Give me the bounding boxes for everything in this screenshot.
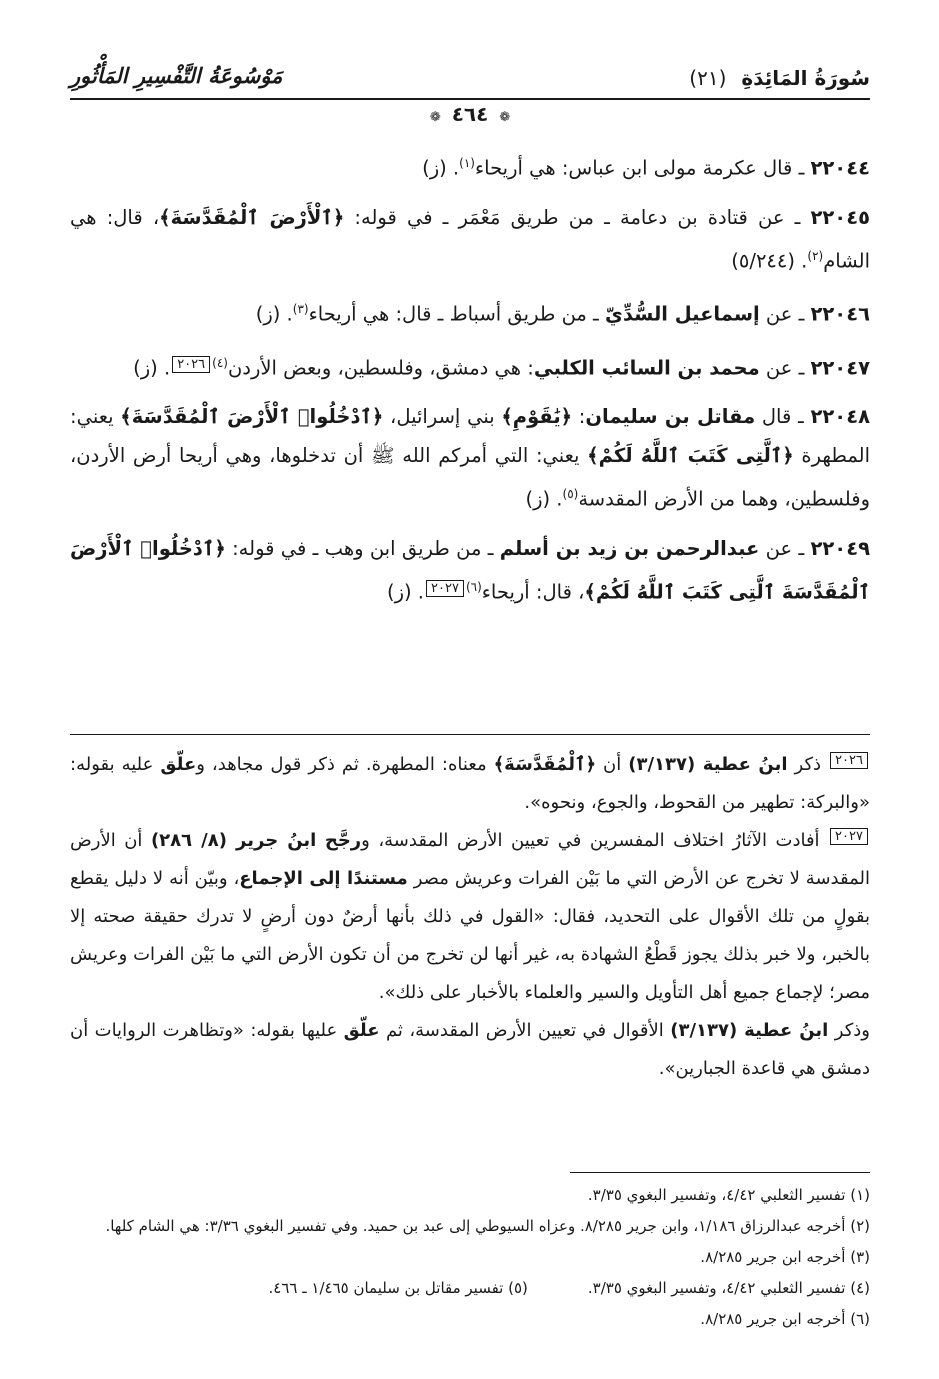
entry-number: ٢٢٠٤٤ bbox=[810, 156, 870, 180]
commentary-paragraph bbox=[70, 746, 870, 822]
footnote-ref[interactable]: (٥) bbox=[562, 487, 579, 501]
entry-text: ـ من طريق أسباط ـ قال: هي أريحاء bbox=[308, 302, 605, 326]
footnote: (٤) تفسير الثعلبي ٤/٤٢، وتفسير البغوي ٣/٣٥. bbox=[587, 1279, 870, 1297]
ornament-icon: ❁ bbox=[429, 110, 441, 125]
quran-quote: ﴿ٱدْخُلُوا۟ ٱلْأَرْضَ ٱلْمُقَدَّسَةَ ٱلَّتِى كَتَبَ ٱللَّهُ لَكُمْ﴾ bbox=[70, 536, 870, 603]
quran-quote: ﴿ٱدْخُلُوا۟ ٱلْأَرْضَ ٱلْمُقَدَّسَةَ﴾ bbox=[120, 405, 384, 428]
entry-text: ، قال: هي الشام bbox=[70, 205, 870, 272]
scholar-name: ابنُ جرير bbox=[236, 830, 317, 851]
entry-text: يعني: التي أمركم الله ﷺ أن تدخلوها، وهي أريحا أرض الأردن، وفلسطين، وهما من الأرض المقدسة bbox=[70, 444, 870, 511]
narrator-name: مقاتل بن سليمان bbox=[585, 405, 756, 428]
surah-title bbox=[689, 66, 870, 90]
entry-text: ـ من طريق ابن وهب ـ في قوله: bbox=[225, 536, 500, 560]
ornament-icon: ❁ bbox=[499, 110, 511, 125]
entry-number: ٢٢٠٤٦ bbox=[810, 302, 870, 326]
commentary-text: الأقوال في تعيين الأرض المقدسة، ثم bbox=[379, 1020, 671, 1041]
quran-quote: ﴿ٱلْأَرْضَ ٱلْمُقَدَّسَةَ﴾ bbox=[159, 205, 345, 229]
entry-text: . (ز) bbox=[255, 302, 293, 326]
commentary-text: أن bbox=[596, 754, 629, 775]
entry-text: ـ عن bbox=[759, 302, 811, 326]
entry-text: ـ عن قتادة بن دعامة ـ من طريق مَعْمَر ـ في قوله: bbox=[344, 205, 811, 229]
surah-number: (٢١) bbox=[689, 66, 727, 90]
quran-quote: ﴿ٱلَّتِى كَتَبَ ٱللَّهُ لَكُمْ﴾ bbox=[587, 444, 794, 467]
entry-text: ـ عن bbox=[759, 356, 811, 379]
entry-text: يعني: المطهرة bbox=[70, 405, 870, 467]
narration-entry bbox=[70, 529, 870, 612]
footnote: (١) تفسير الثعلبي ٤/٤٢، وتفسير البغوي ٣/٣٥. bbox=[587, 1186, 870, 1204]
commentary-text: ، وبيّن أنه لا دليل يقطع بقولٍ من تلك الأقوال على التحديد، فقال: «القول في ذلك بأنها أرضٌ دون أرضٍ لا تدرك حقيقة صحته إلا بالخبر، ولا خبر بذلك يجوز قَطْعُ الشهادة به، غير أنها لن تخرج من أن تكون الأرض التي ما بَيْن الفرات وعريش مصر؛ لإجماع جميع أهل التأويل والسير والعلماء بالأخبار على ذلك». bbox=[70, 868, 870, 1003]
footnote-ref[interactable]: (٣) bbox=[292, 302, 309, 316]
entry-number: ٢٢٠٤٧ bbox=[810, 356, 870, 379]
separator-rule bbox=[70, 734, 870, 735]
commentary-text: عليه بقوله: «والبركة: تطهير من القحوط، والجوع، ونحوه». bbox=[70, 754, 870, 813]
narrator-name: محمد بن السائب الكلبي bbox=[533, 356, 760, 379]
commentary-ref-box[interactable]: ٢٠٢٧ bbox=[426, 580, 464, 597]
narrator-name: إسماعيل السُّدِّيّ bbox=[604, 302, 760, 326]
keyword: علّق bbox=[160, 754, 197, 775]
commentary-text: عليها بقوله: «وتظاهرت الروايات أن دمشق هي قاعدة الجبارين». bbox=[70, 1020, 870, 1079]
narration-entry bbox=[70, 198, 870, 281]
entry-text: ـ قال عكرمة مولى ابن عباس: هي أريحاء bbox=[474, 156, 811, 180]
footnote-ref[interactable]: (١) bbox=[459, 156, 475, 170]
narration-entry bbox=[70, 290, 870, 334]
entry-text: . (ز) bbox=[386, 580, 424, 603]
narration-entry bbox=[70, 397, 870, 519]
footnotes bbox=[70, 1180, 870, 1335]
footnote: (٥) تفسير مقاتل بن سليمان ١/٤٦٥ ـ ٤٦٦. bbox=[268, 1279, 528, 1297]
entry-text: ـ عن bbox=[759, 536, 811, 560]
surah-name: سُورَةُ المَائِدَةِ bbox=[741, 66, 870, 90]
commentary-text: معناه: المطهرة. ثم ذكر قول مجاهد، و bbox=[196, 754, 494, 775]
entry-number: ٢٢٠٤٥ bbox=[810, 205, 870, 229]
commentary-text bbox=[316, 830, 325, 851]
entry-text: . (٥/٢٤٤) bbox=[731, 249, 808, 272]
page-number-value: ٤٦٤ bbox=[451, 102, 489, 126]
source-ref: (٨/ ٢٨٦) bbox=[150, 830, 237, 851]
entry-number: ٢٢٠٤٨ bbox=[810, 405, 870, 428]
book-title: مَوْسُوعَةُ التَّفْسِيرِ المَأْثُورِ bbox=[70, 64, 283, 88]
entry-text: ـ قال bbox=[755, 405, 811, 428]
commentary-section bbox=[70, 746, 870, 1088]
narration-entry bbox=[70, 344, 870, 388]
commentary-ref-box[interactable]: ٢٠٢٦ bbox=[172, 356, 210, 373]
source-ref: (٣/١٣٧) bbox=[628, 754, 703, 775]
entry-text: : هي دمشق، وفلسطين، وبعض الأردن bbox=[227, 356, 534, 379]
entry-text: بني إسرائيل، bbox=[383, 405, 502, 428]
keyword: علّق bbox=[343, 1020, 380, 1041]
footnote: (٢) أخرجه عبدالرزاق ١/١٨٦، وابن جرير ٨/٢٨٥. وعزاه السيوطي إلى عبد بن حميد. وفي تفسير البغوي ٣/٣٦: هي الشام كلها. bbox=[105, 1217, 870, 1235]
footnote-separator bbox=[570, 1172, 870, 1173]
footnote-ref[interactable]: (٦) bbox=[465, 579, 482, 594]
page-number bbox=[370, 102, 570, 126]
commentary-text: أفادت الآثارُ اختلاف المفسرين في تعيين الأرض المقدسة، و bbox=[361, 830, 829, 851]
scholar-name: ابنُ عطية bbox=[702, 754, 788, 775]
footnote: (٣) أخرجه ابن جرير ٨/٢٨٥. bbox=[700, 1248, 870, 1266]
footnote-row bbox=[70, 1273, 870, 1304]
footnote: (٦) أخرجه ابن جرير ٨/٢٨٥. bbox=[700, 1310, 870, 1328]
commentary-paragraph bbox=[70, 1012, 870, 1088]
entry-text: . (ز) bbox=[422, 156, 460, 180]
quran-quote: ﴿يَٰقَوْمِ﴾ bbox=[501, 405, 573, 428]
commentary-text: ذكر bbox=[787, 754, 829, 775]
commentary-paragraph bbox=[70, 822, 870, 1012]
commentary-text: وذكر bbox=[828, 1020, 870, 1041]
commentary-text: أن الأرض المقدسة لا تخرج عن الأرض التي ما بَيْن الفرات وعريش مصر bbox=[70, 830, 870, 889]
entry-text: : bbox=[572, 405, 586, 428]
narrations bbox=[70, 144, 870, 621]
scholar-name: ابنُ عطية bbox=[744, 1020, 829, 1041]
entry-text: . (ز) bbox=[133, 356, 171, 379]
footnote-ref[interactable]: (٤) bbox=[212, 355, 228, 370]
footnote-ref[interactable]: (٢) bbox=[807, 248, 824, 263]
keyword: رجَّح bbox=[324, 830, 362, 851]
commentary-ref-box: ٢٠٢٧ bbox=[830, 828, 868, 845]
narration-entry bbox=[70, 144, 870, 188]
entry-text: . (ز) bbox=[525, 487, 563, 511]
entry-number: ٢٢٠٤٩ bbox=[810, 536, 870, 560]
running-header bbox=[70, 58, 870, 100]
page bbox=[70, 58, 870, 1328]
quran-quote: ﴿ٱلْمُقَدَّسَةَ﴾ bbox=[493, 754, 597, 775]
commentary-ref-box: ٢٠٢٦ bbox=[830, 752, 868, 769]
entry-text: ، قال: أريحاء bbox=[481, 580, 585, 603]
source-ref: (٣/١٣٧) bbox=[670, 1020, 745, 1041]
narrator-name: عبدالرحمن بن زيد بن أسلم bbox=[499, 536, 760, 560]
keyword: مستندًا إلى الإجماع bbox=[239, 868, 408, 889]
